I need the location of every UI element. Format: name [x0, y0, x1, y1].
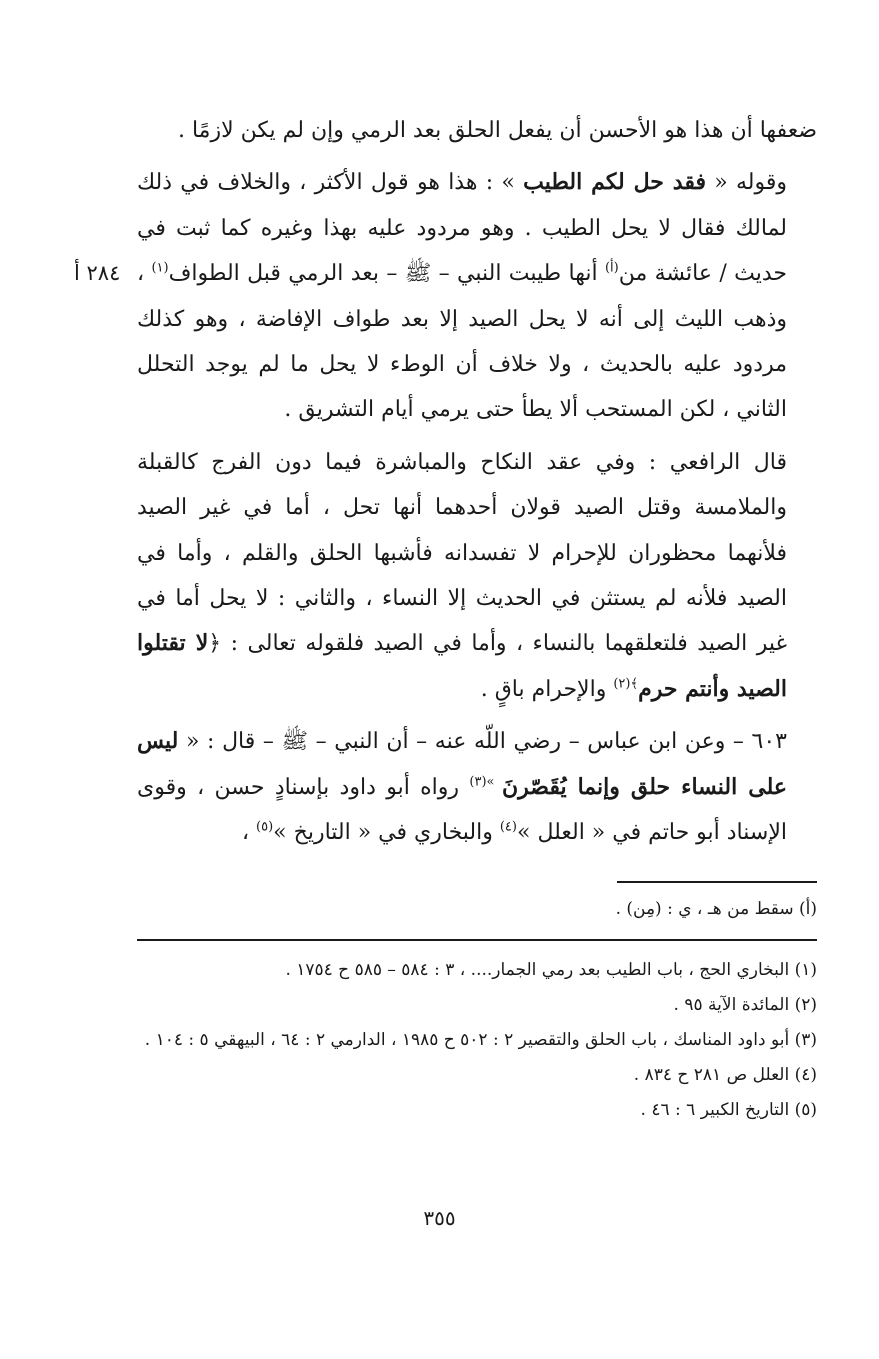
main-text-block	[137, 108, 817, 856]
paragraph: قال الرافعي : وفي عقد النكاح والمباشرة فيما دون الفرج كالقبلة والملامسة وقتل الصيد قولان أحدهما أنها تحل ، أما في غير الصيد فلأنهما محظوران للإحرام لا تفسدانه فأشبها الحلق والقلم ، وأما في الصيد فلأنه لم يستثن في الحديث إلا النساء ، والثاني : لا يحل أما في غير الصيد فلتعلقهما بالنساء ، وأما في الصيد فلقوله تعالى : ﴿لا تقتلوا الصيد وأنتم حرم$^{﴾(٢)}$ والإحرام باقٍ .	[137, 449, 787, 702]
footnotes	[137, 955, 817, 1126]
footnote: (٣) أبو داود المناسك ، باب الحلق والتقصير ٢ : ٥٠٢ ح ١٩٨٥ ، الدارمي ٢ : ٦٤ ، البيهقي ٥ : ١٠٤ .	[144, 1030, 817, 1050]
manuscript-folio-reference: ٢٨٤ أ	[74, 261, 121, 285]
paragraph: ضعفها أن هذا هو الأحسن أن يفعل الحلق بعد الرمي وإن لم يكن لازمًا .	[177, 118, 817, 143]
editorial-note: (أ) سقط من هـ ، ي : (مِن) .	[615, 899, 817, 919]
footnote: (٢) المائدة الآية ٩٥ .	[673, 995, 817, 1015]
footnote: (١) البخاري الحج ، باب الطيب بعد رمي الجمار.... ، ٣ : ٥٨٤ – ٥٨٥ ح ١٧٥٤ .	[285, 960, 817, 980]
footnote-divider-short	[617, 881, 817, 883]
footnote-divider-long	[137, 939, 817, 941]
paragraph: ٦٠٣ – وعن ابن عباس – رضي اللّه عنه – أن النبي – ﷺ – قال : « ليس على النساء حلق وإنما يُقَصّرنَ $^{»(٣)}$ رواه أبو داود بإسنادٍ حسن ، وقوى الإسناد أبو حاتم في « العلل »$^{(٤)}$ والبخاري في « التاريخ »$^{(٥)}$ ،	[137, 728, 787, 846]
footnote: (٥) التاريخ الكبير ٦ : ٤٦ .	[640, 1100, 817, 1120]
page-number: ٣٥٥	[423, 1206, 456, 1230]
paragraph: وقوله « فقد حل لكم الطيب » : هذا هو قول الأكثر ، والخلاف في ذلك لمالك فقال لا يحل الطيب . وهو مردود عليه بهذا وغيره كما ثبت في حديث / عائشة من$^{(أ)}$ أنها طيبت النبي – ﷺ – بعد الرمي قبل الطواف$^{(١)}$ ، وذهب الليث إلى أنه لا يحل الصيد إلا بعد طواف الإفاضة ، وهو كذلك مردود عليه بالحديث ، ولا خلاف أن الوطء لا يحل ما لم يوجد التحلل الثاني ، لكن المستحب ألا يطأ حتى يرمي أيام التشريق .	[137, 169, 788, 423]
footnote: (٤) العلل ص ٢٨١ ح ٨٣٤ .	[633, 1065, 817, 1085]
